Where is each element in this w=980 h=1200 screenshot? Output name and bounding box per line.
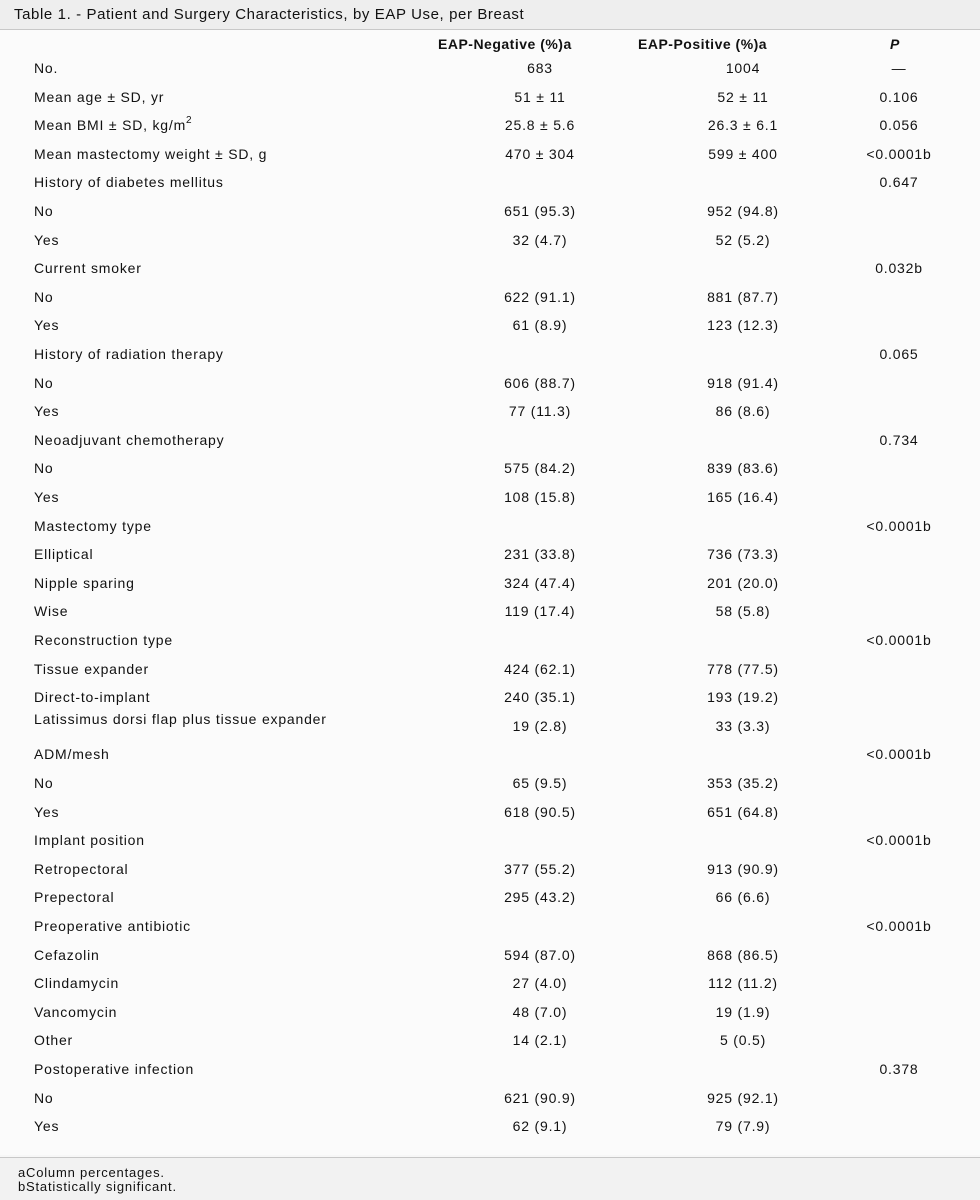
footnote-a: aColumn percentages. — [18, 1165, 165, 1180]
eap-negative-value: 65 (9.5) — [512, 775, 568, 791]
p-value: 0.378 — [879, 1061, 919, 1077]
table-row — [0, 912, 980, 941]
row-label: Mastectomy type — [34, 517, 152, 534]
row-label: Preoperative antibiotic — [34, 918, 191, 934]
p-value: <0.0001b — [866, 746, 932, 763]
table-row — [0, 626, 980, 655]
eap-positive-value: 651 (64.8) — [707, 803, 779, 820]
p-value: 0.065 — [879, 346, 919, 362]
eap-positive-value: 33 (3.3) — [715, 717, 771, 734]
eap-negative-value: 108 (15.8) — [504, 489, 576, 505]
row-label: Implant position — [34, 832, 145, 849]
table-row — [0, 769, 980, 798]
table-row — [0, 197, 980, 226]
table-row — [0, 168, 980, 197]
row-label: Other — [34, 1032, 74, 1049]
table-row — [0, 1026, 980, 1055]
table-row — [0, 283, 980, 312]
row-label: Latissimus dorsi flap plus tissue expander — [34, 710, 327, 727]
p-value: <0.0001b — [866, 632, 932, 648]
eap-negative-value: 19 (2.8) — [512, 717, 568, 734]
table-row — [0, 712, 980, 741]
table-row — [0, 798, 980, 827]
table-row — [0, 1084, 980, 1113]
eap-negative-value: 651 (95.3) — [504, 203, 576, 219]
p-value: 0.647 — [879, 174, 919, 191]
eap-negative-value: 594 (87.0) — [504, 946, 576, 963]
eap-positive-value: 868 (86.5) — [707, 946, 779, 963]
row-label: Yes — [34, 317, 60, 334]
row-label: No. — [34, 60, 59, 76]
header-eap-positive: EAP-Positive (%)a — [638, 36, 768, 52]
row-label: ADM/mesh — [34, 746, 110, 763]
row-label: Yes — [34, 489, 60, 505]
row-label: Neoadjuvant chemotherapy — [34, 431, 225, 448]
eap-negative-value: 27 (4.0) — [512, 975, 568, 992]
eap-positive-value: 165 (16.4) — [707, 489, 779, 505]
table-row — [0, 969, 980, 998]
p-value: 0.734 — [879, 431, 919, 448]
table-row — [0, 941, 980, 970]
p-value: 0.032b — [875, 260, 923, 277]
p-value: 0.056 — [879, 117, 919, 134]
eap-positive-value: 881 (87.7) — [707, 288, 779, 305]
eap-positive-value: 839 (83.6) — [707, 460, 779, 477]
eap-positive-value: 5 (0.5) — [719, 1032, 767, 1049]
table-row — [0, 483, 980, 512]
table-row — [0, 683, 980, 712]
eap-positive-value: 123 (12.3) — [707, 317, 779, 334]
table-row — [0, 740, 980, 769]
eap-positive-value: 19 (1.9) — [715, 1003, 771, 1020]
table-row — [0, 226, 980, 255]
eap-negative-value: 119 (17.4) — [504, 603, 576, 620]
eap-negative-value: 14 (2.1) — [512, 1032, 568, 1049]
row-label: Nipple sparing — [34, 574, 135, 591]
table-row — [0, 1112, 980, 1141]
table-row — [0, 512, 980, 541]
table-row — [0, 426, 980, 455]
eap-negative-value: 622 (91.1) — [504, 288, 576, 305]
eap-positive-value: 353 (35.2) — [707, 775, 779, 791]
row-label: No — [34, 374, 54, 391]
footnote-b: bStatistically significant. — [18, 1179, 177, 1194]
eap-negative-value: 470 ± 304 — [505, 145, 575, 162]
table-row — [0, 397, 980, 426]
table-row — [0, 111, 980, 140]
table-title: Table 1. - Patient and Surgery Characteristics, by EAP Use, per Breast — [14, 6, 525, 23]
eap-negative-value: 51 ± 11 — [514, 88, 566, 105]
row-label: Cefazolin — [34, 946, 100, 963]
eap-negative-value: 324 (47.4) — [504, 574, 576, 591]
eap-positive-value: 918 (91.4) — [707, 374, 779, 391]
table-row — [0, 369, 980, 398]
eap-negative-value: 295 (43.2) — [504, 889, 576, 906]
row-label: Elliptical — [34, 546, 94, 563]
row-label: Wise — [34, 603, 69, 620]
eap-negative-value: 77 (11.3) — [508, 403, 572, 420]
table-row — [0, 597, 980, 626]
table-row — [0, 1055, 980, 1084]
table-row — [0, 655, 980, 684]
row-label: Prepectoral — [34, 889, 115, 906]
row-label: Mean mastectomy weight ± SD, g — [34, 145, 268, 162]
eap-positive-value: 58 (5.8) — [715, 603, 771, 620]
row-label: No — [34, 460, 54, 477]
eap-negative-value: 62 (9.1) — [512, 1118, 568, 1135]
eap-positive-value: 925 (92.1) — [707, 1089, 779, 1106]
row-label: Yes — [34, 1118, 60, 1135]
row-label: Postoperative infection — [34, 1061, 195, 1077]
table-row — [0, 83, 980, 112]
eap-positive-value: 201 (20.0) — [707, 574, 779, 591]
table-row — [0, 883, 980, 912]
eap-negative-value: 240 (35.1) — [504, 689, 576, 706]
row-label: Current smoker — [34, 260, 142, 277]
eap-negative-value: 48 (7.0) — [512, 1003, 568, 1020]
p-value: <0.0001b — [866, 517, 932, 534]
table-row — [0, 540, 980, 569]
row-label: Mean BMI ± SD, $kg/m^2$ — [34, 115, 193, 134]
row-label: Yes — [34, 403, 60, 420]
eap-negative-value: 683 — [527, 60, 553, 76]
eap-positive-value: 26.3 ± 6.1 — [707, 117, 779, 134]
row-label: History of radiation therapy — [34, 346, 224, 362]
eap-positive-value: 52 (5.2) — [715, 231, 771, 248]
eap-positive-value: 112 (11.2) — [708, 975, 778, 992]
row-label: No — [34, 288, 54, 305]
table-row — [0, 54, 980, 83]
p-value: — — [891, 60, 907, 76]
eap-positive-value: 66 (6.6) — [715, 889, 771, 906]
table-row — [0, 340, 980, 369]
p-value: <0.0001b — [866, 145, 932, 162]
table-row — [0, 569, 980, 598]
table-row — [0, 855, 980, 884]
row-label: No — [34, 775, 54, 791]
eap-negative-value: 377 (55.2) — [504, 860, 576, 877]
row-label: Clindamycin — [34, 975, 120, 992]
row-label: Tissue expander — [34, 660, 149, 677]
header-p-value: P — [890, 36, 900, 52]
eap-positive-value: 193 (19.2) — [707, 689, 779, 706]
row-label: Reconstruction type — [34, 632, 173, 648]
row-label: Yes — [34, 231, 60, 248]
row-label: Retropectoral — [34, 860, 129, 877]
table-row — [0, 140, 980, 169]
eap-positive-value: 79 (7.9) — [715, 1118, 771, 1135]
table-title-bar — [0, 0, 980, 30]
eap-positive-value: 86 (8.6) — [715, 403, 771, 420]
eap-negative-value: 32 (4.7) — [512, 231, 568, 248]
table-row — [0, 454, 980, 483]
eap-positive-value: 599 ± 400 — [708, 145, 778, 162]
eap-positive-value: 52 ± 11 — [717, 88, 769, 105]
eap-negative-value: 61 (8.9) — [512, 317, 568, 334]
eap-positive-value: 1004 — [725, 60, 761, 76]
row-label: Direct-to-implant — [34, 689, 151, 706]
eap-positive-value: 736 (73.3) — [707, 546, 779, 563]
eap-negative-value: 621 (90.9) — [504, 1089, 576, 1106]
characteristics-table — [0, 30, 980, 1155]
eap-negative-value: 231 (33.8) — [504, 546, 576, 563]
eap-negative-value: 575 (84.2) — [504, 460, 576, 477]
eap-positive-value: 952 (94.8) — [707, 203, 779, 219]
table-row — [0, 311, 980, 340]
table-row — [0, 826, 980, 855]
eap-positive-value: 913 (90.9) — [707, 860, 779, 877]
p-value: 0.106 — [879, 88, 919, 105]
table-row — [0, 254, 980, 283]
header-eap-negative: EAP-Negative (%)a — [438, 36, 572, 52]
eap-negative-value: 25.8 ± 5.6 — [504, 117, 576, 134]
eap-negative-value: 618 (90.5) — [504, 803, 576, 820]
eap-negative-value: 606 (88.7) — [504, 374, 576, 391]
row-label: Mean age ± SD, yr — [34, 88, 165, 105]
table-footnotes — [0, 1157, 980, 1200]
eap-negative-value: 424 (62.1) — [504, 660, 576, 677]
row-label: Vancomycin — [34, 1003, 118, 1020]
p-value: <0.0001b — [866, 832, 932, 849]
p-value: <0.0001b — [866, 918, 932, 934]
row-label: Yes — [34, 803, 60, 820]
row-label: History of diabetes mellitus — [34, 174, 224, 191]
row-label: No — [34, 1089, 54, 1106]
table-row — [0, 998, 980, 1027]
row-label: No — [34, 203, 54, 219]
eap-positive-value: 778 (77.5) — [707, 660, 779, 677]
